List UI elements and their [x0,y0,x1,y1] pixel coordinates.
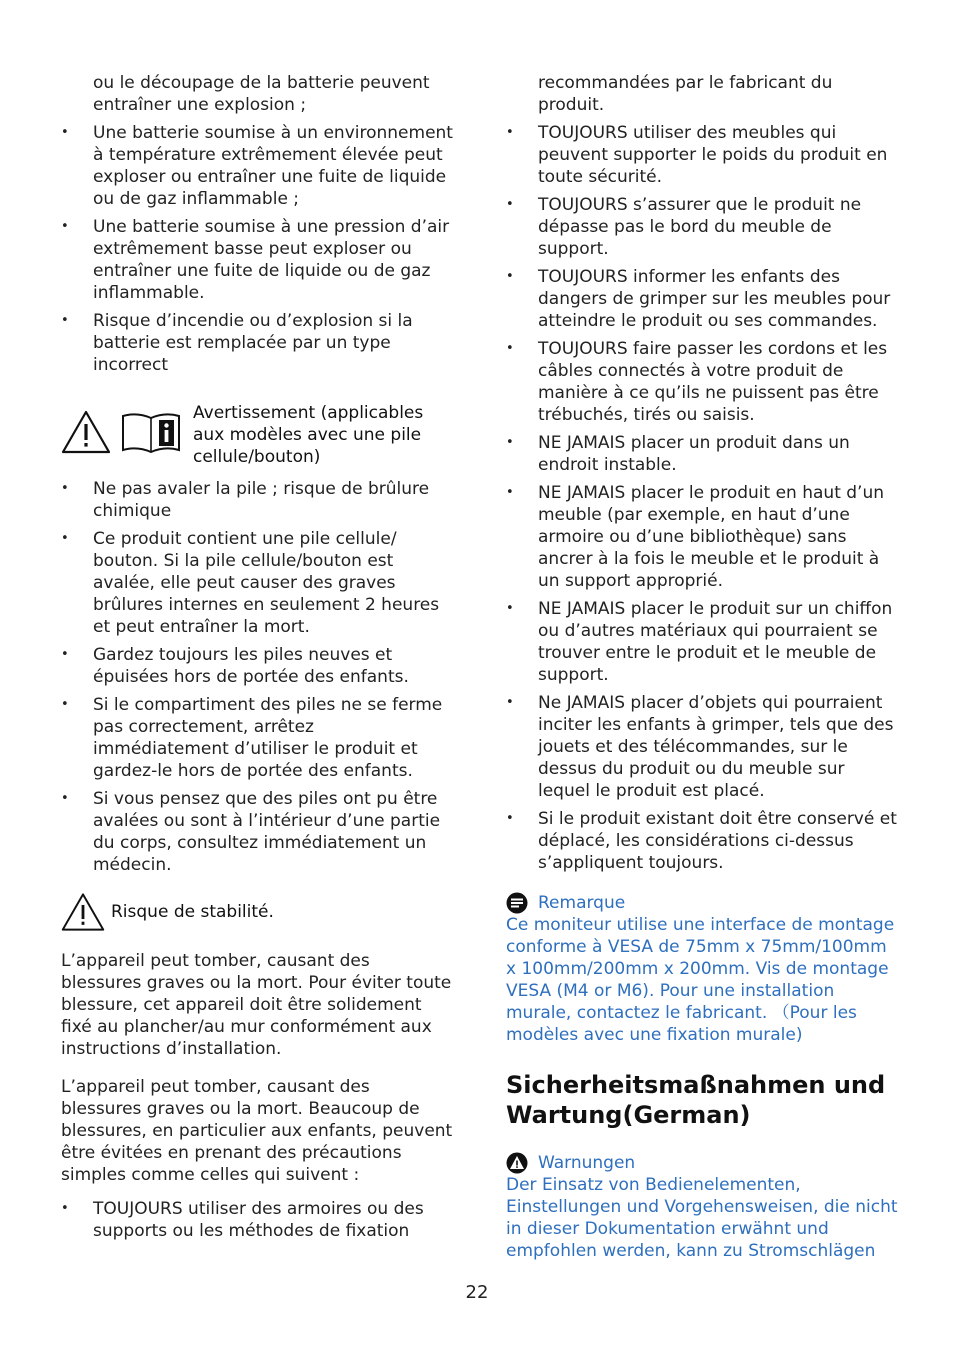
list-item: • Ne pas avaler la pile ; risque de brûlure chimique [61,479,430,521]
list-item: • Ce produit contient une pile cellule/ bouton. Si la pile cellule/bouton est avalée, elle peut causer des graves brûlures internes en seulement 2 heures et peut entraîner la mort. [61,529,440,637]
list-item: • NE JAMAIS placer le produit en haut d’un meuble (par exemple, en haut d’une armoire ou d’une bibliothèque) sans ancrer à la fois le meuble et le produit à un support approprié. [506,483,885,591]
section-heading: Sicherheitsmaßnahmen und Wartung(German) [506,1071,886,1129]
bullet: • [506,695,514,710]
safety-list [506,122,898,874]
bullet: • [61,219,69,234]
bullet: • [61,791,69,806]
list-item: • TOUJOURS utiliser des meubles qui peuvent supporter le poids du produit en toute sécurité. [506,123,888,187]
list-item: • TOUJOURS informer les enfants des dangers de grimper sur les meubles pour atteindre le produit ou ses commandes. [506,267,891,331]
bullet: • [506,435,514,450]
list-item: • Une batterie soumise à un environnement à température extrêmement élevée peut exploser ou entraîner une fuite de liquide ou de gaz inflammable ; [61,123,453,209]
fixation-list [61,1198,453,1242]
list-item: • Une batterie soumise à une pression d’air extrêmement basse peut exploser ou entraîner une fuite de liquide ou de gaz inflammable. [61,217,450,303]
list-item: • Gardez toujours les piles neuves et épuisées hors de portée des enfants. [61,645,409,687]
bullet: • [61,1201,69,1216]
warning-title: Avertissement (applicables aux modèles avec une pile cellule/bouton) [193,403,424,467]
cell-battery-warning [61,402,453,468]
list-item: • TOUJOURS utiliser des armoires ou des supports ou les méthodes de fixation [61,1199,424,1241]
note-text: Ce moniteur utilise une interface de montage conforme à VESA de 75mm x 75mm/100mm x 100mm/200mm x 200mm. Vis de montage VESA (M4 or M6). Pour une installation murale, contactez le fabricant. （Pour les modèles avec une fixation murale) [506,915,895,1045]
note-header [506,892,898,914]
right-column [506,72,898,1262]
warnings-label: Warnungen [538,1153,636,1173]
bullet: • [61,125,69,140]
bullet: • [506,341,514,356]
list-item: • Si vous pensez que des piles ont pu être avalées ou sont à l’intérieur d’une partie du corps, consultez immédiatement un médecin. [61,789,441,875]
list-item: • TOUJOURS s’assurer que le produit ne dépasse pas le bord du meuble de support. [506,195,862,259]
bullet: • [61,697,69,712]
bullet: • [61,647,69,662]
warnings-header [506,1152,898,1174]
note-label: Remarque [538,893,626,913]
list-item: • NE JAMAIS placer un produit dans un endroit instable. [506,433,850,475]
warning-triangle-icon [61,410,111,454]
bullet: • [506,485,514,500]
stability-title: Risque de stabilité. [111,902,274,922]
list-item: • Si le produit existant doit être conservé et déplacé, les considérations ci-dessus s’appliquent toujours. [506,809,897,873]
bullet: • [506,269,514,284]
page-number: 22 [465,1282,489,1303]
bullet: • [506,811,514,826]
warning-triangle-icon [61,892,105,932]
left-column [61,72,453,1248]
bullet: • [61,531,69,546]
bullet: • [506,601,514,616]
warning-circle-icon [506,1152,528,1174]
right-continuation: recommandées par le fabricant du produit. [538,73,833,115]
bullet: • [506,125,514,140]
stability-paragraph-2: L’appareil peut tomber, causant des blessures graves ou la mort. Beaucoup de blessures, en particulier aux enfants, peuvent être évitées en prenant des précautions simples comme celles qui suivent : [61,1077,453,1185]
list-item: • TOUJOURS faire passer les cordons et les câbles connectés à votre produit de manière à ce qu’ils ne puissent pas être trébuchés, tirés ou saisis. [506,339,888,425]
warnings-text: Der Einsatz von Bedienelementen, Einstellungen und Vorgehensweisen, die nicht in dieser Dokumentation erwähnt und empfohlen werden, kann zu Stromschlägen [506,1175,898,1261]
stability-paragraph-1: L’appareil peut tomber, causant des blessures graves ou la mort. Pour éviter toute blessure, cet appareil doit être solidement fixé au plancher/au mur conformément aux instructions d’installation. [61,951,452,1059]
manual-info-icon [121,410,181,454]
bullet: • [506,197,514,212]
battery-list [61,122,453,376]
stability-warning [61,892,453,932]
list-item: • Risque d’incendie ou d’explosion si la batterie est remplacée par un type incorrect [61,311,413,375]
bullet: • [61,313,69,328]
cell-battery-list [61,478,453,876]
note-icon [506,892,528,914]
list-item: • Ne JAMAIS placer d’objets qui pourraient inciter les enfants à grimper, tels que des jouets et des télécommandes, sur le dessus du produit ou du meuble sur lequel le produit est placé. [506,693,894,801]
list-item: • NE JAMAIS placer le produit sur un chiffon ou d’autres matériaux qui pourraient se trouver entre le produit et le meuble de support. [506,599,893,685]
list-item: • Si le compartiment des piles ne se ferme pas correctement, arrêtez immédiatement d’utiliser le produit et gardez-le hors de portée des enfants. [61,695,443,781]
left-continuation: ou le découpage de la batterie peuvent entraîner une explosion ; [93,73,430,115]
bullet: • [61,481,69,496]
